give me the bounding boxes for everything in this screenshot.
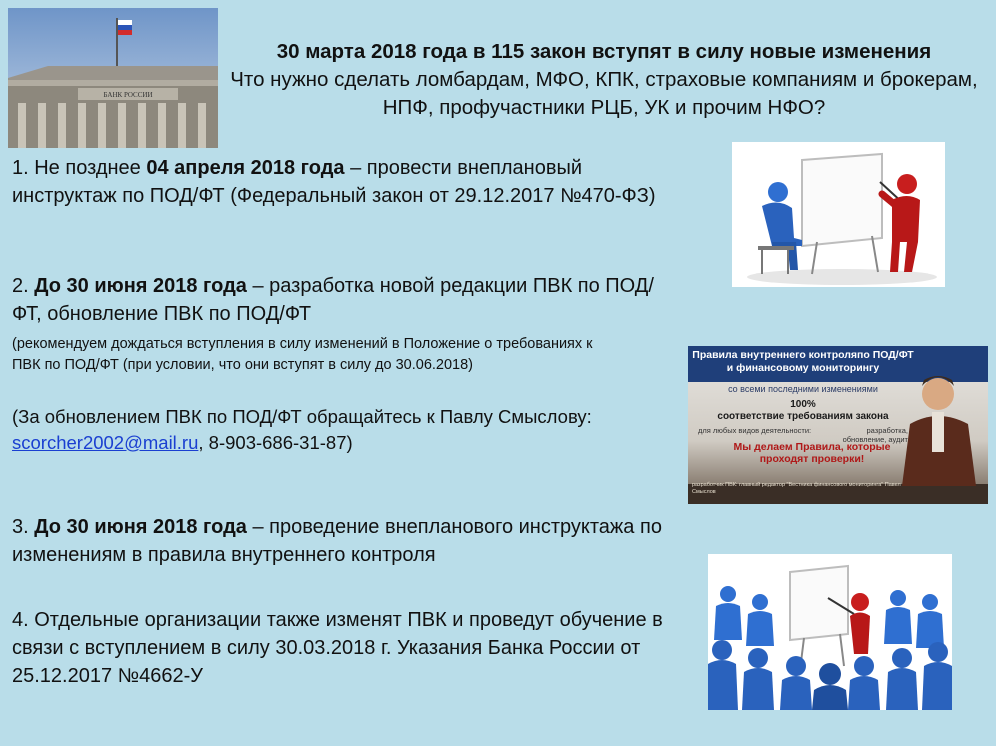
pvk-promo-banner: [688, 346, 988, 504]
bank-building-photo: [8, 8, 218, 148]
banner-footer: разработчик ПВК: главный редактор "Вестника финансового мониторинга" Павел Смыслов: [692, 482, 901, 495]
item-4: 4. Отдельные организации также изменят ПВК и проведут обучение в связи с вступлением в силу 30.03.2018 г. Указания Банка России от 25.12.2017 №4662-У: [12, 609, 663, 687]
item-2-text: – разработка новой редакции ПВК по ПОД/ФТ, обновление ПВК по ПОД/ФТ: [12, 275, 654, 325]
item-1-prefix: 1. Не позднее: [12, 157, 147, 179]
banner-title: Правила внутреннего контроляпо ПОД/ФТ и финансовому мониторингу: [692, 349, 914, 374]
banner-compliance: соответствие требованиям закона: [717, 411, 889, 422]
item-1-date: 04 апреля 2018 года: [146, 157, 345, 179]
item-2: [12, 272, 662, 328]
title-question: Что нужно сделать ломбардам, МФО, КПК, страховые компаниям и брокерам, НПФ, профучастники РЦБ, УК и прочим НФО?: [230, 68, 978, 119]
item-2-date: До 30 июня 2018 года: [34, 275, 247, 297]
item-1: [12, 154, 672, 210]
item-2-contact: [12, 404, 672, 456]
bank-sign-text: БАНК РОССИИ: [103, 91, 153, 99]
item-3-date: До 30 июня 2018 года: [34, 516, 247, 538]
slide-title: [224, 38, 984, 122]
banner-percent: 100%: [790, 399, 816, 410]
banner-subtitle: со всеми последними изменениями: [728, 384, 878, 394]
item-2-prefix: 2.: [12, 275, 35, 297]
item-2-note: (рекомендуем дождаться вступления в силу изменений в Положение о требованиях к ПВК по ПОД/ФТ (при условии, что они вступят в силу до 30.06.2018): [12, 336, 593, 373]
training-audience-image: [708, 554, 952, 710]
presentation-figures-image: [732, 142, 945, 287]
banner-slogan: Мы делаем Правила, которые проходят проверки!: [733, 441, 891, 465]
banner-bullets: разработка, обновление, аудит: [842, 426, 908, 444]
contact-text: (За обновлением ПВК по ПОД/ФТ обращайтесь к Павлу Смыслову:: [12, 406, 592, 427]
item-3-text: – проведение внепланового инструктажа по изменениям в правила внутреннего контроля: [12, 516, 662, 566]
phone-text: , 8-903-686-31-87): [198, 432, 353, 453]
banner-scope: для любых видов деятельности:: [698, 426, 812, 435]
item-3-prefix: 3.: [12, 516, 35, 538]
item-1-text: – провести внеплановый инструктаж по ПОД/ФТ (Федеральный закон от 29.12.2017 №470-ФЗ): [12, 157, 656, 207]
email-link[interactable]: scorcher2002@mail.ru: [12, 432, 199, 453]
item-3: [12, 513, 682, 569]
title-headline: 30 марта 2018 года в 115 закон вступят в силу новые изменения: [276, 40, 932, 63]
